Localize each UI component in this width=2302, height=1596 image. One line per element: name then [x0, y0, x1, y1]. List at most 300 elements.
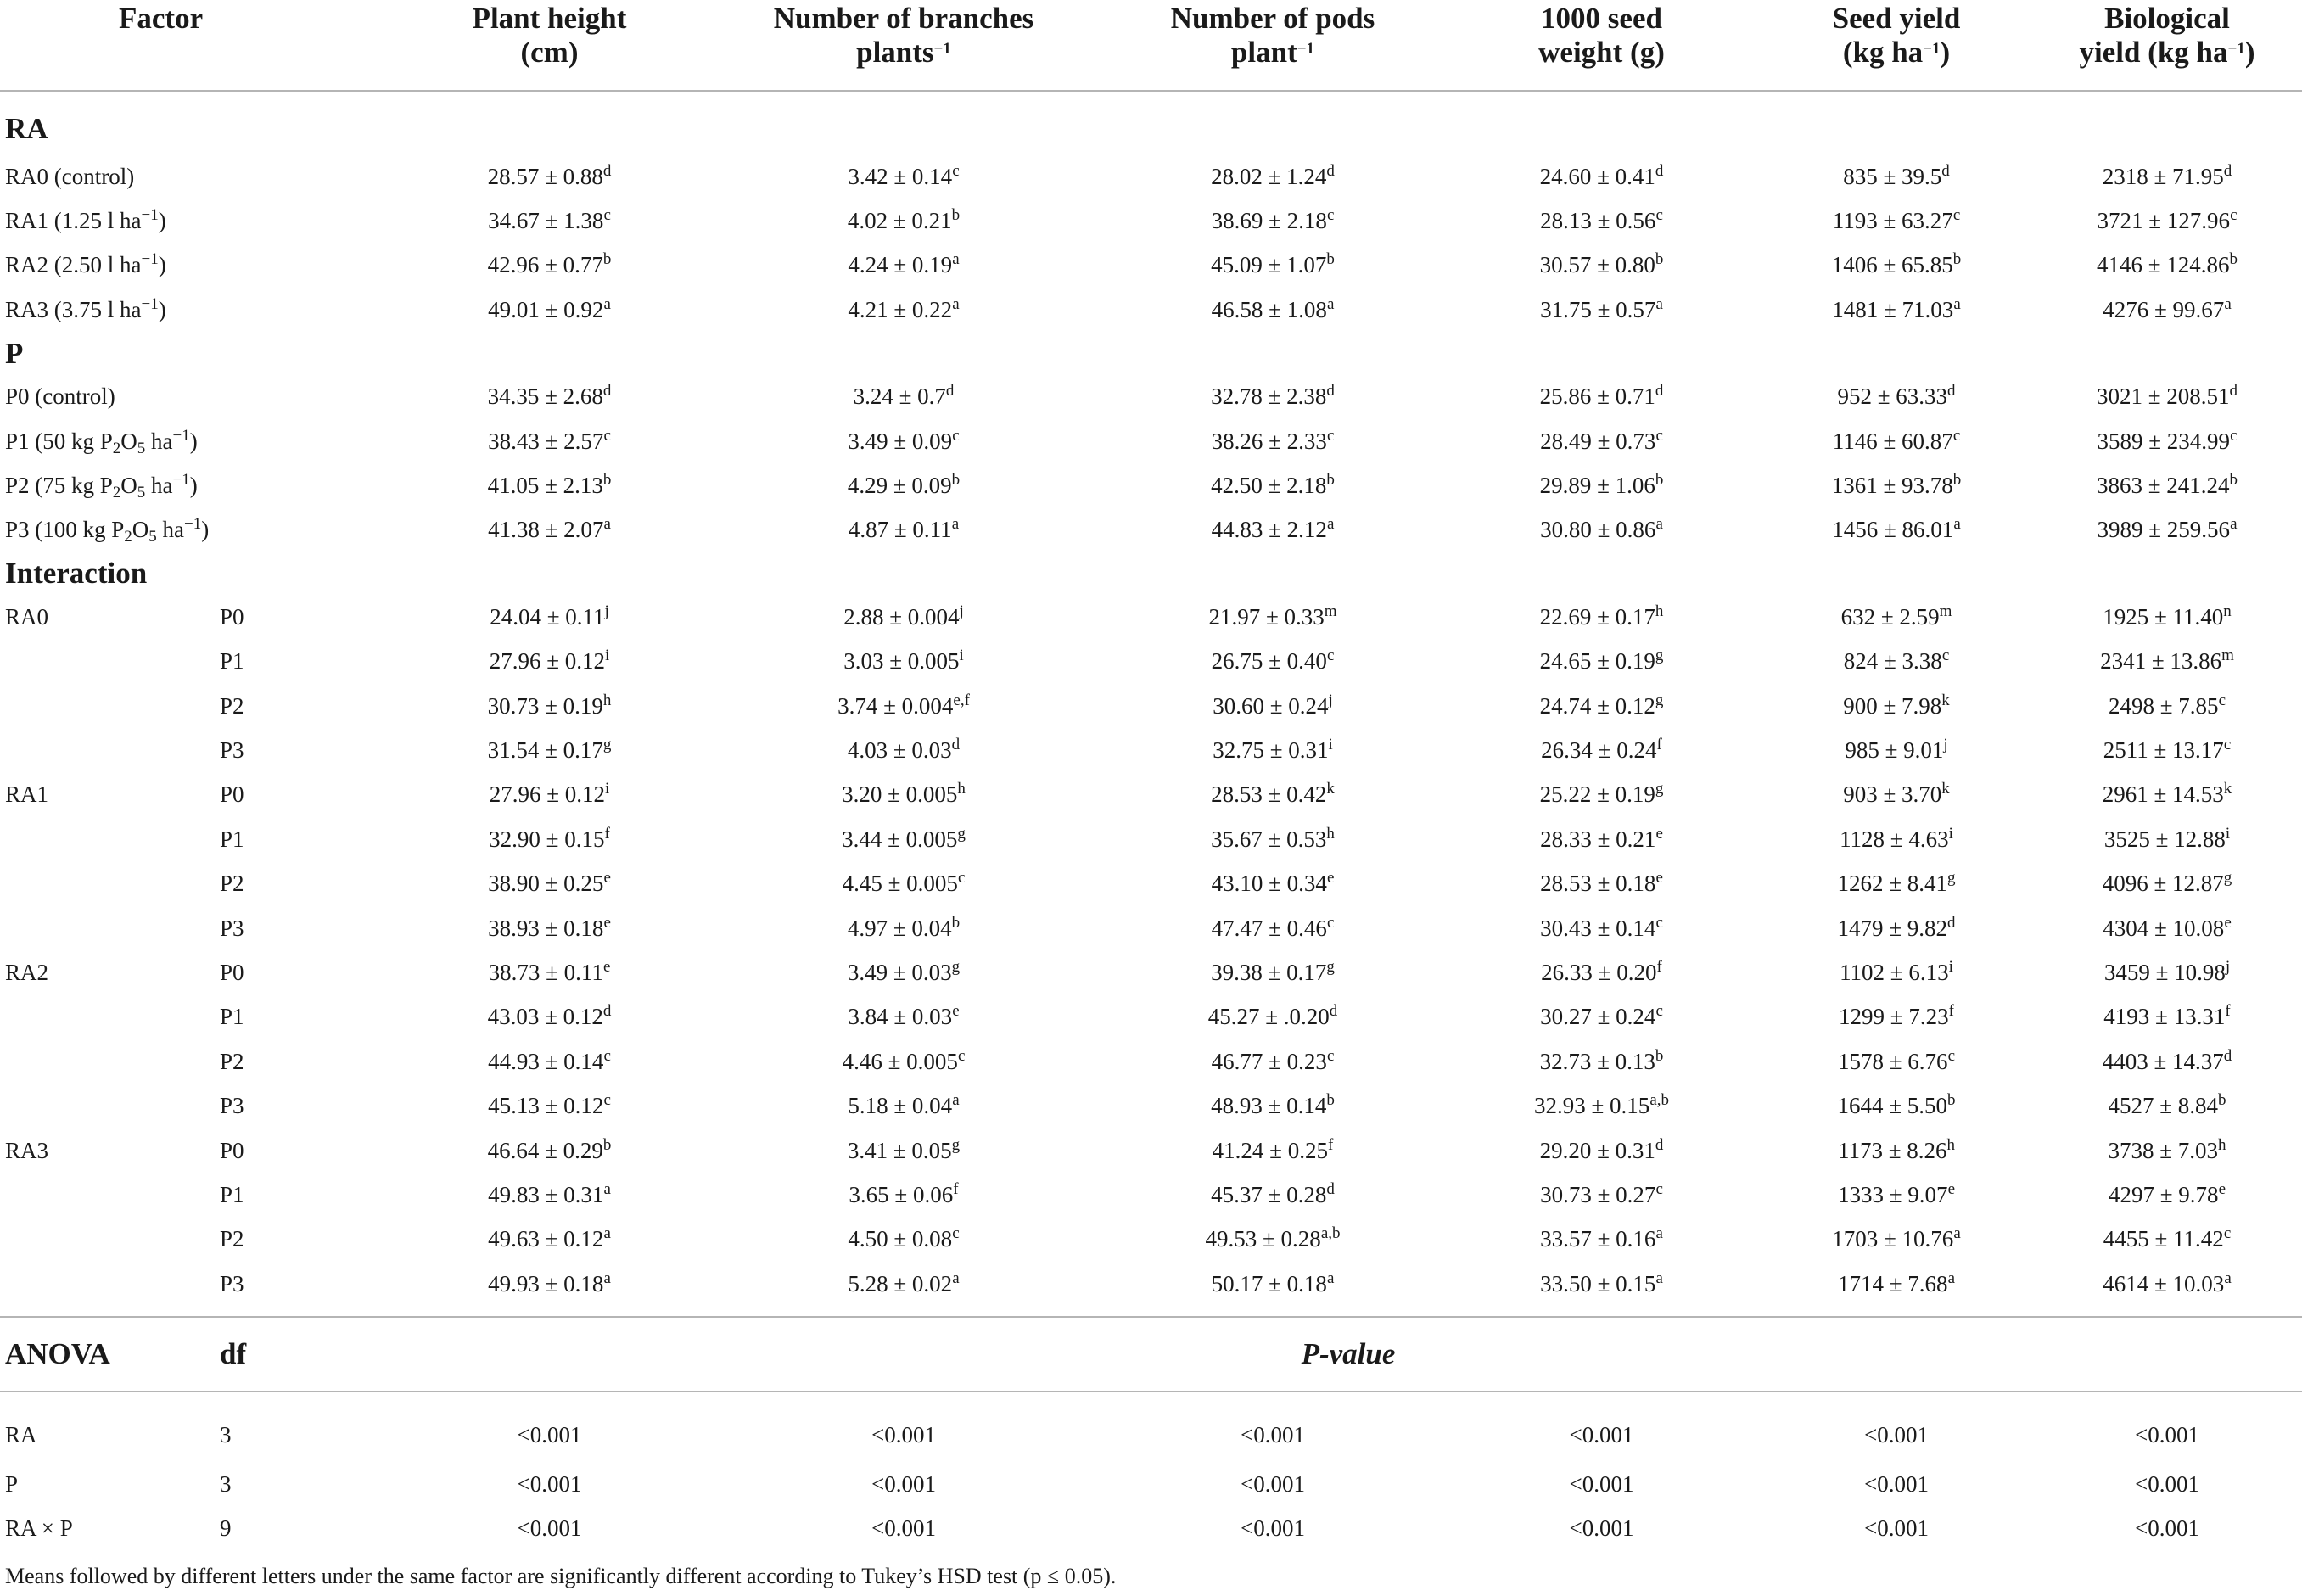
column-header	[208, 0, 395, 91]
row-label	[0, 463, 395, 507]
row-label	[0, 508, 395, 552]
cell-value: 50.17 ± 0.18	[1211, 1270, 1327, 1296]
cell-value: 25.22 ± 0.19	[1539, 781, 1655, 808]
table-cell	[1442, 463, 1761, 507]
anova-pvalue: <0.001	[1241, 1421, 1305, 1448]
significance-letter: i	[1328, 735, 1333, 753]
table-cell	[1761, 1262, 2032, 1317]
significance-letter: a	[1326, 294, 1335, 313]
significance-letter: c	[1326, 426, 1335, 445]
cell-value: 45.09 ± 1.07	[1211, 252, 1327, 278]
cell-value: 4527 ± 8.84	[2108, 1093, 2219, 1119]
significance-letter: e	[952, 1002, 960, 1021]
cell-value: 835 ± 39.5	[1843, 163, 1942, 189]
p-level-label: P0	[220, 959, 244, 985]
cell-value: 3738 ± 7.03	[2108, 1137, 2219, 1163]
table-cell	[2032, 508, 2302, 552]
cell-value: 1925 ± 11.40	[2103, 603, 2224, 630]
cell-value: 4614 ± 10.03	[2103, 1270, 2225, 1296]
p-level-label: P0	[220, 603, 244, 630]
significance-letter: c	[603, 426, 611, 445]
cell-value: 1361 ± 93.78	[1831, 473, 1953, 499]
column-header	[1761, 0, 2032, 91]
significance-letter: c	[1952, 426, 1961, 445]
table-cell	[1442, 199, 1761, 243]
significance-letter: b	[602, 1135, 612, 1154]
cell-value: 1714 ± 7.68	[1837, 1270, 1948, 1296]
cell-value: 39.38 ± 0.17	[1211, 959, 1327, 985]
cell-value: 1193 ± 63.27	[1832, 208, 1953, 234]
table-cell	[395, 508, 704, 552]
table-cell	[395, 1218, 704, 1262]
significance-letter: e	[1655, 869, 1663, 888]
table-cell	[704, 244, 1103, 288]
cell-value: 22.69 ± 0.17	[1539, 603, 1655, 630]
significance-letter: m	[2221, 647, 2234, 665]
table-cell	[1761, 861, 2032, 905]
table-cell	[1442, 817, 1761, 861]
significance-letter: c	[1952, 206, 1961, 225]
significance-letter: c	[2223, 1224, 2232, 1243]
significance-letter: d	[1655, 161, 1664, 180]
table-cell	[395, 244, 704, 288]
table-cell	[704, 508, 1103, 552]
table-cell	[1442, 595, 1761, 639]
table-cell	[1442, 1084, 1761, 1128]
significance-letter: i	[959, 647, 964, 665]
table-cell	[704, 861, 1103, 905]
table-cell	[704, 995, 1103, 1039]
cell-value: 32.73 ± 0.13	[1539, 1048, 1655, 1074]
cell-value: 24.04 ± 0.11	[490, 603, 605, 630]
ra-level-label	[0, 861, 208, 905]
significance-letter: b	[1655, 471, 1664, 490]
table-row	[0, 684, 2302, 728]
significance-letter: c	[1326, 206, 1335, 225]
column-header-line1: Number of pods	[1170, 2, 1375, 35]
table-cell	[395, 950, 704, 994]
anova-source: RA × P	[5, 1515, 73, 1542]
table-cell	[1761, 508, 2032, 552]
table-cell	[704, 773, 1103, 817]
anova-pvalue: <0.001	[1864, 1421, 1929, 1448]
unit-exponent: −1	[141, 206, 159, 225]
unit-close: )	[158, 252, 166, 278]
cell-value: 4.87 ± 0.11	[848, 517, 952, 543]
column-header-line1: Biological	[2104, 2, 2230, 35]
significance-letter: c	[2230, 206, 2238, 225]
significance-letter: b	[2229, 471, 2238, 490]
table-cell	[1103, 995, 1442, 1039]
significance-letter: h	[602, 691, 612, 709]
significance-letter: a	[952, 1091, 960, 1110]
significance-letter: a	[952, 294, 960, 313]
p-level-label: P1	[220, 826, 244, 852]
table-cell	[1442, 995, 1761, 1039]
table-cell	[1103, 244, 1442, 288]
cell-value: 34.67 ± 1.38	[488, 208, 604, 234]
cell-value: 4304 ± 10.08	[2103, 915, 2225, 941]
anova-row	[0, 1392, 2302, 1462]
significance-letter: g	[951, 957, 961, 976]
table-cell	[704, 463, 1103, 507]
cell-value: 3.49 ± 0.03	[847, 959, 952, 985]
cell-value: 24.60 ± 0.41	[1539, 163, 1655, 189]
cell-value: 2498 ± 7.85	[2108, 692, 2219, 719]
cell-value: 1333 ± 9.07	[1837, 1181, 1948, 1207]
table-row	[0, 288, 2302, 332]
p-level-label: P2	[220, 692, 244, 719]
significance-letter: d	[602, 382, 612, 400]
significance-letter: c	[2223, 735, 2232, 753]
anova-pvalue: <0.001	[517, 1421, 582, 1448]
cell-value: 38.43 ± 2.57	[488, 428, 604, 454]
unit-close: )	[201, 517, 210, 543]
significance-letter: a,b	[1649, 1091, 1669, 1110]
cell-value: 4.29 ± 0.09	[847, 473, 952, 499]
cell-value: 43.03 ± 0.12	[487, 1004, 603, 1030]
table-cell	[2032, 1173, 2302, 1217]
column-header	[2032, 0, 2302, 91]
table-cell	[1103, 1173, 1442, 1217]
cell-value: 27.96 ± 0.12	[489, 648, 606, 675]
cell-value: 5.28 ± 0.02	[848, 1270, 953, 1296]
cell-value: 4.02 ± 0.21	[847, 208, 952, 234]
cell-value: 46.77 ± 0.23	[1211, 1048, 1327, 1074]
column-header-line2: (cm)	[520, 36, 579, 69]
unit-close: )	[189, 473, 198, 499]
table-cell	[1103, 773, 1442, 817]
table-row	[0, 595, 2302, 639]
significance-letter: a	[1953, 1224, 1961, 1243]
table-cell	[1103, 861, 1442, 905]
row-label	[0, 154, 395, 199]
table-cell	[2032, 288, 2302, 332]
significance-letter: c	[603, 206, 611, 225]
table-cell	[1761, 817, 2032, 861]
table-cell	[395, 463, 704, 507]
significance-letter: i	[605, 647, 610, 665]
significance-letter: e,f	[953, 691, 970, 709]
table-cell	[1103, 684, 1442, 728]
cell-value: 3.65 ± 0.06	[849, 1181, 954, 1207]
table-cell	[704, 375, 1103, 419]
anova-pvalue: <0.001	[517, 1471, 582, 1498]
anova-pvalue: <0.001	[1569, 1471, 1634, 1498]
anova-pvalue: <0.001	[1569, 1421, 1634, 1448]
ra-level-label	[0, 1084, 208, 1128]
cell-value: 1102 ± 6.13	[1840, 959, 1949, 985]
column-header-line1: Number of branches	[773, 2, 1034, 35]
significance-letter: a	[1655, 1268, 1663, 1287]
significance-letter: c	[1326, 647, 1335, 665]
significance-letter: d	[1947, 382, 1956, 400]
anova-df: 3	[220, 1421, 232, 1448]
row-label	[0, 288, 395, 332]
table-cell	[704, 595, 1103, 639]
table-row	[0, 1262, 2302, 1317]
cell-value: 41.38 ± 2.07	[488, 517, 604, 543]
significance-letter: h	[2218, 1135, 2226, 1154]
table-cell	[395, 595, 704, 639]
cell-value: 3459 ± 10.98	[2103, 959, 2226, 985]
significance-letter: d	[1326, 1179, 1335, 1198]
cell-value: 24.74 ± 0.12	[1539, 692, 1655, 719]
significance-letter: d	[1947, 913, 1956, 932]
significance-letter: d	[1655, 1135, 1664, 1154]
subscript: 2	[112, 439, 121, 457]
cell-value: 5.18 ± 0.04	[848, 1093, 953, 1119]
cell-value: 4.46 ± 0.005	[842, 1048, 958, 1074]
table-cell	[1103, 1128, 1442, 1173]
column-header-line2: weight (g)	[1538, 36, 1665, 69]
significance-letter: a	[952, 1268, 960, 1287]
significance-letter: e	[602, 957, 611, 976]
significance-letter: a	[952, 250, 960, 269]
table-cell	[395, 684, 704, 728]
row-label-text: P0 (control)	[5, 384, 115, 410]
subscript: 2	[112, 484, 121, 502]
table-cell	[704, 684, 1103, 728]
table-cell	[395, 773, 704, 817]
table-cell	[704, 199, 1103, 243]
cell-value: 2318 ± 71.95	[2102, 163, 2224, 189]
significance-letter: a	[603, 294, 611, 313]
table-cell	[704, 419, 1103, 463]
cell-value: 3589 ± 234.99	[2097, 428, 2231, 454]
cell-value: 30.27 ± 0.24	[1540, 1004, 1656, 1030]
table-cell	[1761, 463, 2032, 507]
table-cell	[2032, 244, 2302, 288]
table-row	[0, 244, 2302, 288]
table-cell	[704, 1084, 1103, 1128]
anova-pvalue: <0.001	[871, 1471, 936, 1498]
cell-value: 30.80 ± 0.86	[1540, 517, 1656, 543]
table-cell	[2032, 950, 2302, 994]
table-row	[0, 817, 2302, 861]
cell-value: 3863 ± 241.24	[2096, 473, 2230, 499]
table-footnote: Means followed by different letters under the same factor are significantly different according to Tukey’s HSD test (p ≤ 0.05).	[5, 1564, 1117, 1588]
cell-value: 3.84 ± 0.03	[848, 1004, 953, 1030]
significance-letter: i	[605, 780, 610, 798]
table-cell	[1761, 288, 2032, 332]
ra-level-label: RA0	[5, 603, 49, 630]
cell-value: 2.88 ± 0.004	[843, 603, 960, 630]
df-label: df	[220, 1337, 247, 1371]
cell-value: 32.90 ± 0.15	[489, 826, 605, 852]
significance-letter: b	[1326, 250, 1335, 269]
p-level-label: P0	[220, 781, 244, 808]
table-cell	[704, 1173, 1103, 1217]
table-cell	[704, 1262, 1103, 1317]
table-cell	[1761, 773, 2032, 817]
significance-letter: g	[1655, 647, 1664, 665]
anova-source: RA	[5, 1421, 37, 1448]
cell-value: 32.78 ± 2.38	[1211, 384, 1327, 410]
cell-value: 3525 ± 12.88	[2103, 826, 2226, 852]
anova-df: 3	[220, 1471, 232, 1498]
table-cell	[395, 288, 704, 332]
anova-pvalue: <0.001	[871, 1515, 936, 1542]
table-cell	[1442, 1128, 1761, 1173]
table-cell	[1442, 728, 1761, 772]
table-cell	[704, 1218, 1103, 1262]
table-cell	[704, 288, 1103, 332]
cell-value: 28.49 ± 0.73	[1540, 428, 1656, 454]
table-cell	[1442, 244, 1761, 288]
significance-letter: a	[603, 1224, 611, 1243]
cell-value: 30.57 ± 0.80	[1539, 252, 1655, 278]
significance-letter: e	[603, 913, 611, 932]
table-cell	[704, 640, 1103, 684]
cell-value: 28.57 ± 0.88	[487, 163, 603, 189]
significance-letter: b	[1326, 1091, 1335, 1110]
significance-letter: f	[1328, 1135, 1334, 1154]
table-cell	[2032, 906, 2302, 950]
significance-letter: g	[1655, 691, 1664, 709]
table-cell	[1761, 728, 2032, 772]
significance-letter: c	[2218, 691, 2226, 709]
anova-pvalue: <0.001	[871, 1421, 936, 1448]
table-row	[0, 1128, 2302, 1173]
cell-value: 985 ± 9.01	[1845, 736, 1944, 763]
significance-letter: c	[2230, 426, 2238, 445]
cell-value: 43.10 ± 0.34	[1211, 871, 1327, 897]
table-row	[0, 463, 2302, 507]
table-cell	[2032, 463, 2302, 507]
table-cell	[2032, 1262, 2302, 1317]
significance-letter: a	[1326, 1268, 1335, 1287]
cell-value: 38.69 ± 2.18	[1211, 208, 1327, 234]
cell-value: 3.20 ± 0.005	[842, 781, 958, 808]
header-row	[0, 0, 2302, 91]
subscript: 5	[137, 484, 146, 502]
cell-value: 27.96 ± 0.12	[489, 781, 606, 808]
column-header-line2: yield (kg ha	[2079, 36, 2228, 69]
table-cell	[1103, 1218, 1442, 1262]
cell-value: 38.73 ± 0.11	[488, 959, 603, 985]
cell-value: 1578 ± 6.76	[1837, 1048, 1948, 1074]
row-label-text: RA2 (2.50 l ha	[5, 252, 142, 278]
ra-level-label: RA1	[5, 781, 49, 808]
table-cell	[704, 950, 1103, 994]
significance-letter: d	[951, 735, 961, 753]
table-cell	[1761, 419, 2032, 463]
table-cell	[2032, 375, 2302, 419]
significance-letter: e	[2218, 1179, 2226, 1198]
table-cell	[1761, 1218, 2032, 1262]
p-level-label: P3	[220, 1093, 244, 1119]
table-row	[0, 640, 2302, 684]
table-row	[0, 1173, 2302, 1217]
significance-letter: d	[602, 1002, 612, 1021]
row-label-text: O	[120, 473, 137, 499]
cell-value: 2341 ± 13.86	[2100, 648, 2222, 675]
significance-letter: g	[957, 824, 966, 843]
p-level-label: P1	[220, 1004, 244, 1030]
significance-letter: e	[1947, 1179, 1955, 1198]
cell-value: 44.83 ± 2.12	[1211, 517, 1327, 543]
significance-letter: c	[952, 426, 960, 445]
table-cell	[395, 728, 704, 772]
cell-value: 45.27 ± .0.20	[1207, 1004, 1330, 1030]
row-label	[0, 244, 395, 288]
unit-close: )	[2244, 36, 2255, 69]
table-cell	[704, 154, 1103, 199]
table-cell	[2032, 728, 2302, 772]
cell-value: 21.97 ± 0.33	[1208, 603, 1325, 630]
significance-letter: c	[1655, 206, 1663, 225]
significance-letter: c	[1326, 913, 1335, 932]
cell-value: 42.50 ± 2.18	[1211, 473, 1327, 499]
significance-letter: c	[1941, 647, 1950, 665]
cell-value: 41.24 ± 0.25	[1212, 1137, 1328, 1163]
p-level-label: P3	[220, 736, 244, 763]
significance-letter: d	[2223, 1046, 2232, 1065]
table-cell	[395, 861, 704, 905]
significance-letter: c	[1655, 426, 1663, 445]
cell-value: 4403 ± 14.37	[2102, 1048, 2224, 1074]
significance-letter: b	[951, 471, 961, 490]
row-label-text: RA3 (3.75 l ha	[5, 296, 142, 322]
significance-letter: c	[952, 161, 960, 180]
table-row	[0, 508, 2302, 552]
significance-letter: g	[1655, 780, 1664, 798]
cell-value: 3989 ± 259.56	[2097, 517, 2231, 543]
cell-value: 4276 ± 99.67	[2103, 296, 2225, 322]
cell-value: 25.86 ± 0.71	[1539, 384, 1655, 410]
row-label-text: O	[132, 517, 149, 543]
cell-value: 632 ± 2.59	[1840, 603, 1940, 630]
cell-value: 4146 ± 124.86	[2096, 252, 2230, 278]
significance-letter: g	[602, 735, 612, 753]
cell-value: 45.13 ± 0.12	[488, 1093, 604, 1119]
cell-value: 30.73 ± 0.19	[487, 692, 603, 719]
significance-letter: c	[952, 1224, 960, 1243]
ra-level-label	[0, 995, 208, 1039]
table-row	[0, 861, 2302, 905]
column-header	[0, 0, 208, 91]
cell-value: 38.93 ± 0.18	[488, 915, 604, 941]
table-row	[0, 906, 2302, 950]
cell-value: 3.49 ± 0.09	[848, 428, 953, 454]
ra-level-label	[0, 640, 208, 684]
column-header-line1: Plant height	[472, 2, 627, 35]
cell-value: 4.24 ± 0.19	[848, 252, 953, 278]
cell-value: 32.93 ± 0.15	[1533, 1093, 1650, 1119]
column-header-line2: plant	[1230, 36, 1297, 69]
p-level-label: P2	[220, 1226, 244, 1252]
pvalue-label: P-value	[1301, 1337, 1396, 1371]
significance-letter: j	[604, 602, 609, 620]
unit-exponent: −1	[1297, 40, 1315, 58]
unit-close: )	[1940, 36, 1951, 69]
significance-letter: d	[2223, 161, 2232, 180]
table-cell	[1442, 1039, 1761, 1084]
significance-letter: k	[1941, 691, 1950, 709]
significance-letter: c	[1655, 1179, 1663, 1198]
column-header-line2: plants	[856, 36, 934, 69]
table-cell	[1442, 1262, 1761, 1317]
cell-value: 30.60 ± 0.24	[1213, 692, 1329, 719]
significance-letter: c	[603, 1091, 611, 1110]
significance-letter: a	[1655, 294, 1663, 313]
significance-letter: a	[1953, 294, 1961, 313]
table-cell	[1761, 154, 2032, 199]
table-cell	[1761, 1084, 2032, 1128]
cell-value: 30.73 ± 0.27	[1540, 1181, 1656, 1207]
table-cell	[1442, 419, 1761, 463]
